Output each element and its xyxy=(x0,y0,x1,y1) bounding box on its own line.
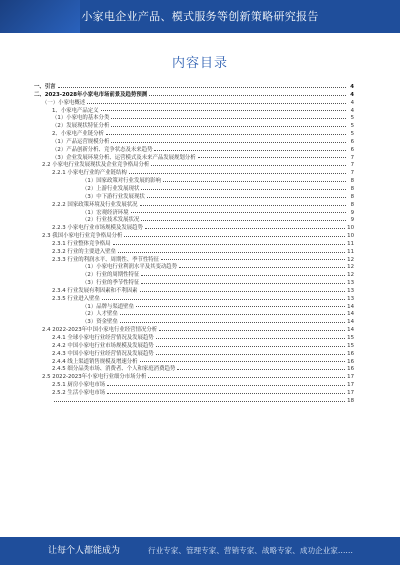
toc-page-number: 7 xyxy=(350,154,354,161)
toc-leader-dots xyxy=(111,142,346,143)
toc-page-number: 7 xyxy=(350,162,354,169)
toc-leader-dots xyxy=(149,95,346,96)
toc-entry-text: 1、小家电产品定义 xyxy=(52,107,99,114)
toc-entry-text: （1）小家电的基本分类 xyxy=(52,115,110,122)
toc-page-number: 13 xyxy=(347,280,354,287)
toc-entry[interactable] xyxy=(34,335,354,343)
toc-page-number: 5 xyxy=(350,123,354,130)
toc-entry[interactable] xyxy=(34,351,354,359)
toc-entry[interactable] xyxy=(34,131,354,139)
toc-entry-text: 二、2023-2028年小家电市场前景及趋势预测 xyxy=(34,91,148,98)
toc-entry-text: 2.4.5 细分品类市场、消费者、个人和家庭消费趋势 xyxy=(52,366,176,373)
toc-page-number: 8 xyxy=(350,193,354,200)
toc-page-number: 6 xyxy=(350,138,354,145)
toc-page-number: 10 xyxy=(347,225,354,232)
toc-page-number: 6 xyxy=(350,146,354,153)
toc-page-number: 16 xyxy=(347,358,354,365)
toc-entry-text: （2）发展现状特征分析 xyxy=(52,123,110,130)
toc-page-number: 14 xyxy=(347,327,354,334)
toc-leader-dots xyxy=(101,110,346,111)
toc-page-number: 17 xyxy=(347,389,354,396)
toc-entry[interactable] xyxy=(34,241,354,249)
toc-page-number: 9 xyxy=(350,217,354,224)
toc-leader-dots xyxy=(147,197,346,198)
toc-page-number: 4 xyxy=(350,84,354,90)
toc-entry[interactable] xyxy=(34,296,354,304)
toc-entry-text: 2.2 小家电行业发展现状及企业竞争格局分析 xyxy=(42,162,150,169)
toc-entry-text: （1）小家电行业利润水平及其变动趋势 xyxy=(82,264,178,271)
toc-entry-text: （2）行业的周期性特征 xyxy=(82,272,140,279)
toc-leader-dots xyxy=(159,330,345,331)
toc-page-number: 5 xyxy=(350,115,354,122)
toc-entry[interactable] xyxy=(34,398,354,406)
toc-leader-dots xyxy=(161,259,345,260)
toc-entry[interactable] xyxy=(34,100,354,108)
toc-entry-text: 2.3.3 行业的利润水平、周期性、季节性特征 xyxy=(52,256,160,263)
toc-leader-dots xyxy=(131,212,346,213)
toc-leader-dots xyxy=(179,267,345,268)
toc-entry[interactable] xyxy=(34,194,354,202)
toc-entry-text: （3）中下游行业发展现状 xyxy=(82,193,145,200)
toc-entry-text: 2.2.1 小家电行业的产业链结构 xyxy=(52,170,127,177)
toc-leader-dots xyxy=(120,314,345,315)
toc-entry-text: 2.5.2 生活小家电市场 xyxy=(52,389,106,396)
toc-entry-text: （3）行业的季节性特征 xyxy=(82,280,140,287)
toc-leader-dots xyxy=(124,236,345,237)
toc-page-number: 18 xyxy=(347,397,354,404)
toc-entry-text: 2.3.4 行业发展有利因素和不利因素 xyxy=(52,287,138,294)
toc-page-number: 7 xyxy=(350,170,354,177)
toc-leader-dots xyxy=(111,118,346,119)
toc-entry[interactable] xyxy=(34,84,354,92)
toc-page-number: 13 xyxy=(347,287,354,294)
toc-leader-dots xyxy=(156,346,345,347)
toc-page-number: 16 xyxy=(347,366,354,373)
toc-entry-text: 2.4.4 线上渠道销售规模及增速分析 xyxy=(52,358,138,365)
footer-tagline: 行业专家、管理专家、营销专家、战略专家、成功企业家…… xyxy=(148,546,354,555)
toc-entry[interactable] xyxy=(34,178,354,186)
toc-page-number: 15 xyxy=(347,342,354,349)
toc-page-number: 12 xyxy=(347,272,354,279)
toc-page-number: 11 xyxy=(347,240,354,247)
toc-leader-dots xyxy=(148,377,345,378)
toc-leader-dots xyxy=(102,299,345,300)
toc-entry[interactable] xyxy=(34,288,354,296)
toc-page-number: 8 xyxy=(350,201,354,208)
toc-entry[interactable] xyxy=(34,374,354,382)
toc-entry-text: （1）品牌与渠道壁垒 xyxy=(82,303,134,310)
toc-leader-dots xyxy=(141,220,346,221)
toc-leader-dots xyxy=(163,181,346,182)
toc-page-number: 4 xyxy=(350,107,354,114)
toc-leader-dots xyxy=(113,244,346,245)
toc-leader-dots xyxy=(118,252,345,253)
toc-entry-text: 2.3.5 行业进入壁垒 xyxy=(52,295,100,302)
toc-leader-dots xyxy=(129,173,346,174)
toc-page-number: 5 xyxy=(350,131,354,138)
toc-entry[interactable] xyxy=(34,327,354,335)
toc-page-number: 11 xyxy=(347,248,354,255)
toc-entry-text: 2.4.1 全球小家电行业经营情况及发展趋势 xyxy=(52,335,154,341)
toc-leader-dots xyxy=(54,401,345,402)
toc-entry-text: 2、小家电产业链分析 xyxy=(52,131,104,138)
toc-leader-dots xyxy=(198,157,346,158)
toc-page-number: 10 xyxy=(347,233,354,240)
toc-entry[interactable] xyxy=(34,217,354,225)
toc-leader-dots xyxy=(141,189,346,190)
toc-entry-text: 2.5 2022-2023年小家电行业细分市场分析 xyxy=(42,374,147,381)
toc-entry-text: 2.2.3 小家电行业市场规模及发展趋势 xyxy=(52,225,143,232)
toc-entry-text: （1）宏观经济环境 xyxy=(82,209,129,216)
toc-leader-dots xyxy=(151,165,346,166)
toc-leader-dots xyxy=(141,275,345,276)
toc-entry-text: （1）国家政策对行业发展的影响 xyxy=(82,178,161,185)
toc-page-number: 17 xyxy=(347,382,354,389)
toc-entry-text: 2.2.2 国家政策环境及行业发展状况 xyxy=(52,201,138,208)
toc-entry-text: （3）资金壁垒 xyxy=(82,319,118,326)
toc-page-number: 8 xyxy=(350,178,354,185)
toc-entry-text: 一、引言 xyxy=(34,84,56,90)
toc-leader-dots xyxy=(111,126,346,127)
toc-page-number: 4 xyxy=(350,91,354,98)
toc-entry-text: 2.5.1 厨房小家电市场 xyxy=(52,382,106,389)
toc-entry-text: （2）人才壁垒 xyxy=(82,311,118,318)
toc-entry[interactable] xyxy=(34,343,354,351)
toc-entry[interactable] xyxy=(34,319,354,327)
toc-entry[interactable] xyxy=(34,186,354,194)
toc-entry-text: 2.4.2 中国小家电行业市场规模及发展趋势 xyxy=(52,342,154,349)
toc-heading: 内容目录 xyxy=(171,56,228,71)
toc-entry[interactable] xyxy=(34,202,354,210)
toc-entry[interactable] xyxy=(34,92,354,100)
toc-entry-text: （2）产品创新分析、竞争状态及未来趋势 xyxy=(52,146,153,153)
toc-page-number: 8 xyxy=(350,185,354,192)
toc-leader-dots xyxy=(156,354,345,355)
toc-page-number: 15 xyxy=(347,335,354,341)
page-footer xyxy=(0,537,400,565)
toc-entry[interactable] xyxy=(34,390,354,398)
toc-entry-text: 2.3 我国小家电行业竞争格局分析 xyxy=(42,233,123,240)
table-of-contents xyxy=(34,84,354,406)
toc-entry[interactable] xyxy=(34,272,354,280)
footer-slogan: 让每个人都能成为 xyxy=(48,546,121,556)
toc-leader-dots xyxy=(140,291,346,292)
toc-page-number: 17 xyxy=(347,374,354,381)
toc-entry[interactable] xyxy=(34,249,354,257)
toc-page-number: 13 xyxy=(347,295,354,302)
toc-leader-dots xyxy=(87,103,346,104)
toc-page-number: 12 xyxy=(347,256,354,263)
toc-entry[interactable] xyxy=(34,139,354,147)
toc-page-number: 12 xyxy=(347,264,354,271)
toc-leader-dots xyxy=(106,134,346,135)
toc-entry[interactable] xyxy=(34,123,354,131)
toc-leader-dots xyxy=(177,369,345,370)
toc-entry[interactable] xyxy=(34,280,354,288)
toc-entry-text: 2.4 2022-2023年中国小家电行业经营情况分析 xyxy=(42,327,158,334)
toc-page-number: 9 xyxy=(350,209,354,216)
toc-page-number: 14 xyxy=(347,311,354,318)
toc-entry[interactable] xyxy=(34,382,354,390)
toc-leader-dots xyxy=(140,361,346,362)
toc-leader-dots xyxy=(140,205,346,206)
toc-entry-text: （2）行业技术发展状况 xyxy=(82,217,140,224)
toc-leader-dots xyxy=(120,322,345,323)
toc-entry[interactable] xyxy=(34,147,354,155)
toc-leader-dots xyxy=(107,385,345,386)
toc-leader-dots xyxy=(136,306,345,307)
report-title: 小家电企业产品、模式服务等创新策略研究报告 xyxy=(81,10,319,23)
toc-leader-dots xyxy=(107,393,345,394)
toc-entry-text: （2）上游行业发展现状 xyxy=(82,185,140,192)
toc-page-number: 16 xyxy=(347,350,354,357)
toc-leader-dots xyxy=(141,283,345,284)
toc-page-number: 14 xyxy=(347,319,354,326)
toc-entry[interactable] xyxy=(34,225,354,233)
page-header xyxy=(0,0,400,33)
toc-entry-text: 2.3.1 行业整体竞争格局 xyxy=(52,240,111,247)
toc-page-number: 14 xyxy=(347,303,354,310)
toc-entry-text: 2.3.2 行业的主要进入壁垒 xyxy=(52,248,116,255)
toc-leader-dots xyxy=(154,150,346,151)
toc-entry[interactable] xyxy=(34,170,354,178)
toc-entry-text: 2.4.3 中国小家电行业经营情况及发展趋势 xyxy=(52,350,154,357)
toc-page-number: 4 xyxy=(350,99,354,106)
toc-entry-text: （一）小家电概述 xyxy=(42,99,86,106)
toc-leader-dots xyxy=(58,87,346,88)
toc-entry-text: （1）产品运营规模分析 xyxy=(52,138,110,145)
toc-entry[interactable] xyxy=(34,233,354,241)
toc-leader-dots xyxy=(145,228,345,229)
toc-entry-text: （3）企业发展环境分析、运营模式及未来产品发展规划分析 xyxy=(52,154,196,161)
toc-leader-dots xyxy=(156,338,345,339)
